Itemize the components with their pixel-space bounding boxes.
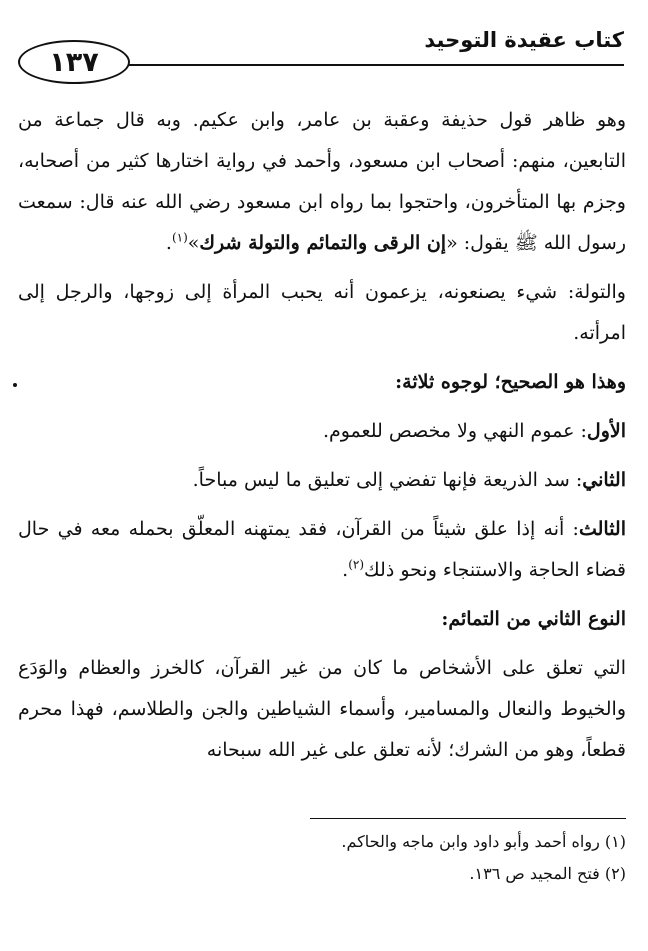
footnote-rule — [310, 818, 626, 819]
paragraph — [18, 411, 626, 452]
footnotes — [18, 826, 626, 890]
text-segment: وهو ظاهر قول حذيفة وعقبة بن عامر، وابن عكيم. وبه قال جماعة من التابعين، منهم: أصحاب ابن مسعود، وأحمد في رواية اختارها كثير من أصحابه، وجزم بها المتأخرون، واحتجوا بما رواه ابن مسعود رضي الله عنه قال: سمعت رسول الله ﷺ يقول: « — [18, 109, 626, 254]
header-rule — [128, 64, 624, 66]
page-number: ١٣٧ — [18, 40, 130, 84]
text-segment: والتولة: شيء يصنعونه، يزعمون أنه يحبب المرأة إلى زوجها، والرجل إلى امرأته. — [18, 281, 626, 344]
bold-text: النوع الثاني من التمائم: — [441, 608, 626, 630]
text-segment: : أنه إذا علق شيئاً من القرآن، فقد يمتهنه المعلّق بحمله معه في حال قضاء الحاجة والاستنجاء ونحو ذلك — [18, 518, 626, 581]
book-title: كتاب عقيدة التوحيد — [424, 28, 624, 52]
footnote-2: (٢) فتح المجيد ص ١٣٦. — [469, 864, 626, 883]
paragraph — [18, 648, 626, 771]
paragraph — [18, 272, 626, 354]
bold-text: وهذا هو الصحيح؛ لوجوه ثلاثة: — [395, 371, 626, 393]
footnote-1: (١) رواه أحمد وأبو داود وابن ماجه والحاكم. — [341, 832, 626, 851]
paragraph — [18, 509, 626, 591]
paragraph — [18, 362, 626, 403]
footnote-marker: (١) — [171, 230, 188, 245]
footnote-marker: (٢) — [348, 557, 365, 572]
paragraph — [18, 599, 626, 640]
text-segment: التي تعلق على الأشخاص ما كان من غير القرآن، كالخرز والعظام والوَدَع والخيوط والنعال والمسامير، وأسماء الشياطين والجن والطلاسم، فهذا محرم قطعاً، وهو من الشرك؛ لأنه تعلق على غير الله سبحانه — [18, 657, 626, 761]
body-text — [18, 100, 626, 771]
text-segment: . — [342, 559, 349, 581]
bold-text: إن الرقى والتمائم والتولة شرك — [199, 232, 447, 254]
text-segment: . — [165, 232, 172, 254]
text-segment: » — [187, 232, 200, 254]
paragraph — [18, 100, 626, 264]
bold-text: الثاني — [582, 469, 626, 491]
text-segment: : سد الذريعة فإنها تفضي إلى تعليق ما ليس مباحاً. — [192, 469, 583, 491]
bold-text: الأول — [586, 420, 626, 442]
margin-dot — [13, 383, 17, 387]
bold-text: الثالث — [578, 518, 626, 540]
paragraph — [18, 460, 626, 501]
text-segment: : عموم النهي ولا مخصص للعموم. — [322, 420, 587, 442]
